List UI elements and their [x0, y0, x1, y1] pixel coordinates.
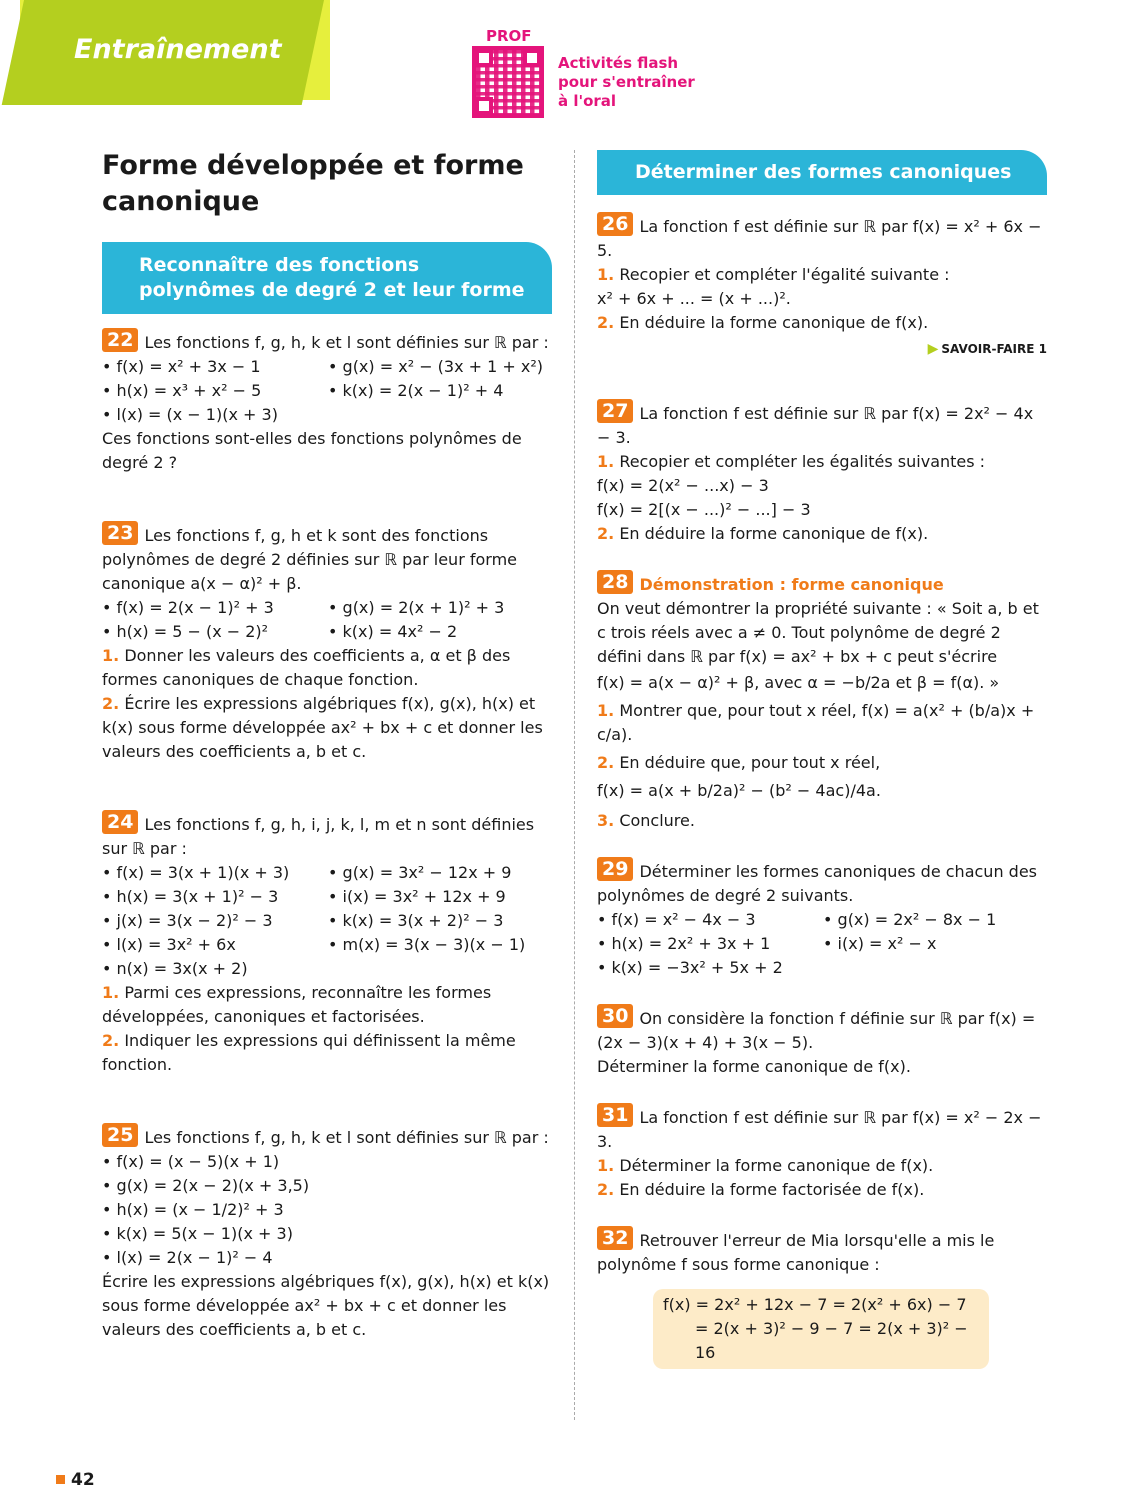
exercise-23: [102, 521, 552, 764]
calculation-line: f(x) = 2x² + 12x − 7 = 2(x² + 6x) − 7: [663, 1295, 967, 1314]
question-text: Recopier et compléter les égalités suivantes :: [619, 452, 986, 471]
exercise-intro: La fonction f est définie sur ℝ par f(x) = 2x² − 4x − 3.: [597, 404, 1034, 447]
exercise-intro: La fonction f est définie sur ℝ par f(x) = x² − 2x − 3.: [597, 1108, 1042, 1151]
question-text: Indiquer les expressions qui définissent la même fonction.: [102, 1031, 516, 1074]
equation: f(x) = 2[(x − ...)² − ...] − 3: [597, 500, 811, 519]
section-label: Entraînement: [74, 34, 282, 65]
page-title: Forme développée et forme canonique: [102, 150, 524, 217]
exercise-intro: Les fonctions f, g, h, i, j, k, l, m et n sont définies sur ℝ par :: [102, 815, 535, 858]
exercise-25: [102, 1123, 552, 1342]
step-number: 1.: [597, 452, 615, 471]
list-item: • h(x) = x³ + x² − 5: [102, 379, 328, 403]
exercise-number: 32: [597, 1226, 633, 1250]
exercise-title: Démonstration : forme canonique: [639, 575, 944, 594]
exercise-question: Ces fonctions sont-elles des fonctions polynômes de degré 2 ?: [102, 429, 522, 472]
list-item: • f(x) = x² − 4x − 3: [597, 908, 823, 932]
question-text: Donner les valeurs des coefficients a, α et β des formes canoniques de chaque fonction.: [102, 646, 511, 689]
step-number: 1.: [102, 983, 120, 1002]
list-item: • f(x) = 3(x + 1)(x + 3): [102, 861, 328, 885]
step-number: 2.: [597, 1180, 615, 1199]
list-item: • g(x) = 2x² − 8x − 1: [823, 908, 1047, 932]
list-item: • n(x) = 3x(x + 2): [102, 957, 328, 981]
savoir-faire-label: SAVOIR-FAIRE 1: [941, 342, 1047, 356]
qr-caption: Activités flash pour s'entraîner à l'oral: [558, 54, 695, 110]
exercise-intro: On veut démontrer la propriété suivante : « Soit a, b et c trois réels avec a ≠ 0. Tout polynôme de degré 2 défini dans ℝ par f(x) = ax² + bx + c peut s'écrire: [597, 599, 1039, 666]
exercise-intro: On considère la fonction f définie sur ℝ par f(x) = (2x − 3)(x + 4) + 3(x − 5).: [597, 1009, 1036, 1052]
list-item: • k(x) = 4x² − 2: [328, 620, 552, 644]
question-text: Parmi ces expressions, reconnaître les formes développées, canoniques et factorisées.: [102, 983, 492, 1026]
question-text: Déterminer la forme canonique de f(x).: [619, 1156, 934, 1175]
list-item: • k(x) = 3(x + 2)² − 3: [328, 909, 552, 933]
prof-label: PROF: [486, 27, 532, 45]
list-item: • l(x) = 2(x − 1)² − 4: [102, 1246, 552, 1270]
exercise-question: Déterminer la forme canonique de f(x).: [597, 1057, 911, 1076]
column-divider: [574, 150, 575, 1420]
question-text: En déduire que, pour tout x réel,: [619, 753, 881, 772]
calculation-line: = 2(x + 3)² − 9 − 7 = 2(x + 3)² − 16: [695, 1319, 968, 1362]
mia-calculation-box: [653, 1289, 989, 1369]
exercise-number: 22: [102, 328, 138, 352]
exercise-intro: Les fonctions f, g, h, k et l sont définies sur ℝ par :: [144, 1128, 549, 1147]
list-item: • k(x) = −3x² + 5x + 2: [597, 956, 823, 980]
exercise-number: 23: [102, 521, 138, 545]
list-item: • h(x) = 3(x + 1)² − 3: [102, 885, 328, 909]
step-number: 1.: [102, 646, 120, 665]
list-item: • f(x) = (x − 5)(x + 1): [102, 1150, 552, 1174]
exercise-27: [597, 399, 1047, 546]
exercise-question: Écrire les expressions algébriques f(x), g(x), h(x) et k(x) sous forme développée ax² + bx + c et donner les valeurs des coefficients a, b et c.: [102, 1272, 550, 1339]
exercise-32: [597, 1226, 1047, 1369]
qr-corner-icon: [475, 97, 493, 115]
list-item: • i(x) = 3x² + 12x + 9: [328, 885, 552, 909]
question-text: Écrire les expressions algébriques f(x), g(x), h(x) et k(x) sous forme développée ax² + bx + c et donner les valeurs des coefficients a, b et c.: [102, 694, 543, 761]
exercise-26: [597, 212, 1047, 361]
exercise-intro: Les fonctions f, g, h, k et l sont définies sur ℝ par :: [144, 333, 549, 352]
step-number: 2.: [102, 1031, 120, 1050]
exercise-number: 24: [102, 810, 138, 834]
exercise-number: 29: [597, 857, 633, 881]
formula: f(x) = a(x − α)² + β, avec α = −b/2a et β = f(α). »: [597, 673, 1000, 692]
question-text: En déduire la forme canonique de f(x).: [619, 313, 929, 332]
list-item: • g(x) = 2(x + 1)² + 3: [328, 596, 552, 620]
exercise-31: [597, 1103, 1047, 1202]
play-triangle-icon: ▶: [927, 341, 939, 357]
list-item: • m(x) = 3(x − 3)(x − 1): [328, 933, 552, 957]
equation: x² + 6x + ... = (x + ...)².: [597, 289, 791, 308]
exercise-intro: Déterminer les formes canoniques de chacun des polynômes de degré 2 suivants.: [597, 862, 1037, 905]
exercise-30: [597, 1004, 1047, 1079]
list-item: • g(x) = x² − (3x + 1 + x²): [328, 355, 552, 379]
question-text: En déduire la forme factorisée de f(x).: [619, 1180, 925, 1199]
exercise-intro: Les fonctions f, g, h et k sont des fonctions polynômes de degré 2 définies sur ℝ par leur forme canonique a(x − α)² + β.: [102, 526, 517, 593]
exercise-29: [597, 857, 1047, 980]
qr-corner-icon: [523, 49, 541, 67]
equation: f(x) = 2(x² − ...x) − 3: [597, 476, 769, 495]
question-text: En déduire la forme canonique de f(x).: [619, 524, 929, 543]
step-number: 2.: [597, 524, 615, 543]
step-number: 1.: [597, 701, 615, 720]
list-item: • h(x) = 5 − (x − 2)²: [102, 620, 328, 644]
qr-corner-icon: [475, 49, 493, 67]
formula: f(x) = a(x + b/2a)² − (b² − 4ac)/4a.: [597, 781, 881, 800]
list-item: • h(x) = (x − 1/2)² + 3: [102, 1198, 552, 1222]
exercise-24: [102, 810, 552, 1077]
list-item: • j(x) = 3(x − 2)² − 3: [102, 909, 328, 933]
left-column: [102, 148, 552, 1388]
step-number: 2.: [102, 694, 120, 713]
list-item: • g(x) = 3x² − 12x + 9: [328, 861, 552, 885]
exercise-number: 31: [597, 1103, 633, 1127]
page-number: 42: [56, 1470, 95, 1490]
qr-code-icon[interactable]: [472, 46, 544, 118]
list-item: • l(x) = (x − 1)(x + 3): [102, 403, 328, 427]
exercise-number: 30: [597, 1004, 633, 1028]
question-text: Montrer que, pour tout x réel, f(x) = a(x² + (b/a)x + c/a).: [597, 701, 1035, 744]
list-item: • l(x) = 3x² + 6x: [102, 933, 328, 957]
savoir-faire-link[interactable]: [597, 337, 1047, 361]
list-item: • k(x) = 5(x − 1)(x + 3): [102, 1222, 552, 1246]
exercise-intro: La fonction f est définie sur ℝ par f(x) = x² + 6x − 5.: [597, 217, 1042, 260]
exercise-number: 27: [597, 399, 633, 423]
right-column: [597, 150, 1047, 1369]
exercise-number: 25: [102, 1123, 138, 1147]
step-number: 1.: [597, 265, 615, 284]
list-item: • h(x) = 2x² + 3x + 1: [597, 932, 823, 956]
exercise-intro: Retrouver l'erreur de Mia lorsqu'elle a mis le polynôme f sous forme canonique :: [597, 1231, 995, 1274]
step-number: 2.: [597, 313, 615, 332]
exercise-number: 26: [597, 212, 633, 236]
exercise-number: 28: [597, 570, 633, 594]
list-item: • g(x) = 2(x − 2)(x + 3,5): [102, 1174, 552, 1198]
list-item: • f(x) = x² + 3x − 1: [102, 355, 328, 379]
section-title-left: Reconnaître des fonctions polynômes de degré 2 et leur forme: [102, 242, 552, 314]
exercise-28: [597, 570, 1047, 833]
exercise-22: [102, 328, 552, 475]
question-text: Conclure.: [619, 811, 695, 830]
list-item: • k(x) = 2(x − 1)² + 4: [328, 379, 552, 403]
question-text: Recopier et compléter l'égalité suivante :: [619, 265, 950, 284]
list-item: • f(x) = 2(x − 1)² + 3: [102, 596, 328, 620]
step-number: 3.: [597, 811, 615, 830]
list-item: • i(x) = x² − x: [823, 932, 1047, 956]
section-title-right: Déterminer des formes canoniques: [597, 150, 1047, 195]
step-number: 2.: [597, 753, 615, 772]
step-number: 1.: [597, 1156, 615, 1175]
